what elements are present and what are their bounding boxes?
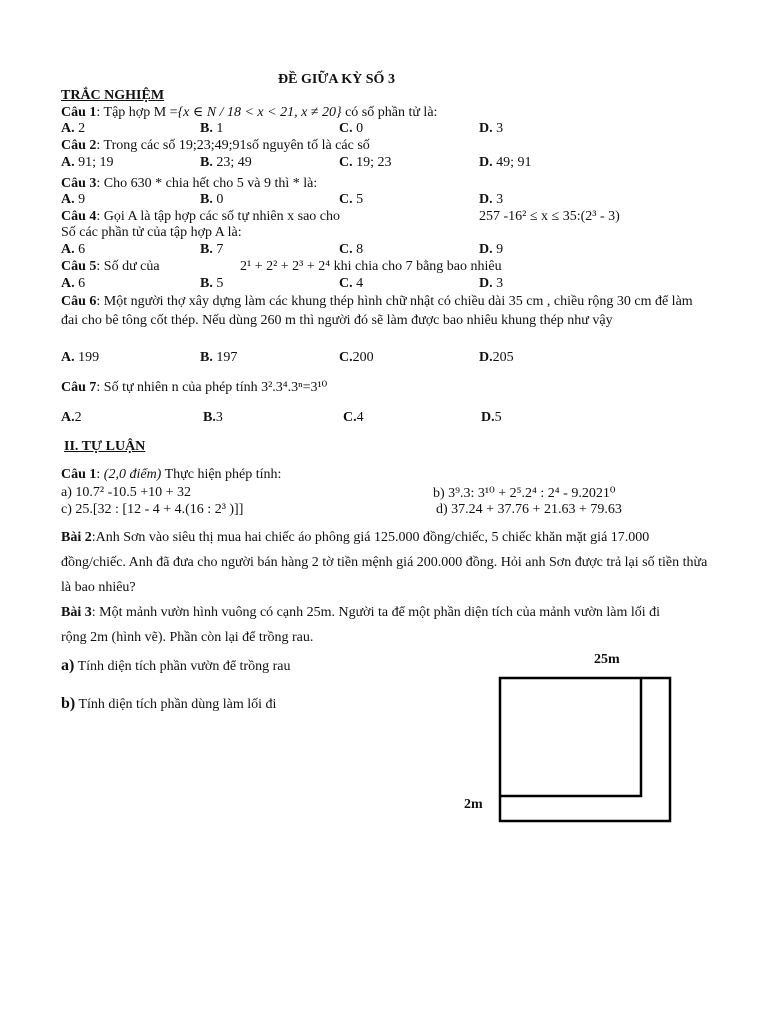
- option-c: C. 5: [339, 192, 364, 207]
- question-7: Câu 7: Số tự nhiên n của phép tính 3².3⁴.3ⁿ=3¹⁰: [61, 380, 328, 395]
- essay-1d: d) 37.24 + 37.76 + 21.63 + 79.63: [436, 502, 622, 517]
- section-heading-essay: II. TỰ LUẬN: [64, 439, 146, 454]
- question-tail: có số phần tử là:: [341, 105, 438, 120]
- question-4-condition: 257 -16² ≤ x ≤ 35:(2³ - 3): [479, 209, 620, 224]
- option-c: C. 0: [339, 121, 364, 136]
- option-a: A. 9: [61, 192, 86, 207]
- problem-3b: b) Tính diện tích phần dùng làm lối đi: [61, 695, 277, 712]
- page-title: ĐỀ GIỮA KỲ SỐ 3: [278, 72, 395, 87]
- problem-2: Bài 2:Anh Sơn vào siêu thị mua hai chiếc áo phông giá 125.000 đồng/chiếc, 5 chiếc khăn mặt giá 17.000 đồng/chiếc. Anh đã đưa cho người bán hàng 2 tờ tiền mệnh giá 200.000 đồng. Hỏi anh Sơn được trả lại số tiền thừa là bao nhiêu?: [61, 530, 708, 595]
- question-2: Câu 2: Trong các số 19;23;49;91số nguyên tố là các số: [61, 138, 370, 153]
- question-6: Câu 6: Một người thợ xây dựng làm các khung thép hình chữ nhật có chiều dài 35 cm , chiều rộng 30 cm để làm đai cho bê tông cốt thép. Nếu dùng 260 m thì người đó sẽ làm được bao nhiêu khung thép như vậy: [61, 294, 693, 328]
- option-d: D. 9: [479, 242, 504, 257]
- diagram-label-path-width: 2m: [464, 797, 483, 812]
- question-text: : Tập hợp M =: [96, 105, 178, 120]
- problem-3: Bài 3: Một mảnh vườn hình vuông có cạnh 25m. Người ta để một phần diện tích của mảnh vườn làm lối đi rộng 2m (hình vẽ). Phần còn lại để trồng rau.: [61, 605, 661, 645]
- option-d: D. 49; 91: [479, 155, 532, 170]
- option-d: D. 3: [479, 276, 504, 291]
- option-b: B.3: [203, 410, 223, 425]
- option-d: D.5: [481, 410, 502, 425]
- option-b: B. 0: [200, 192, 224, 207]
- diagram-label-side-length: 25m: [594, 652, 620, 667]
- problem-3a: a) Tính diện tích phần vườn để trồng rau: [61, 657, 291, 674]
- option-b: B. 23; 49: [200, 155, 252, 170]
- option-b: B. 5: [200, 276, 224, 291]
- option-c: C. 8: [339, 242, 364, 257]
- option-b: B. 7: [200, 242, 224, 257]
- option-a: A. 6: [61, 276, 86, 291]
- option-a: A. 2: [61, 121, 86, 136]
- option-c: C. 19; 23: [339, 155, 392, 170]
- question-1: [61, 104, 437, 121]
- essay-1b: b) 3⁹.3: 3¹⁰ + 2⁵.2⁴ : 2⁴ - 9.2021⁰: [433, 486, 616, 501]
- question-label: Câu 1: [61, 105, 97, 120]
- question-3: Câu 3: Cho 630 * chia hết cho 5 và 9 thì * là:: [61, 176, 318, 191]
- option-a: A. 91; 19: [61, 155, 114, 170]
- option-a: A. 199: [61, 350, 100, 365]
- option-c: C.4: [343, 410, 364, 425]
- option-c: C.200: [339, 350, 374, 365]
- option-d: D.205: [479, 350, 514, 365]
- option-a: A.2: [61, 410, 82, 425]
- garden-outer-square: [500, 678, 670, 821]
- section-heading-multiple-choice: TRẮC NGHIỆM: [61, 88, 165, 103]
- option-d: D. 3: [479, 192, 504, 207]
- option-a: A. 6: [61, 242, 86, 257]
- essay-1c: c) 25.[32 : [12 - 4 + 4.(16 : 2³ )]]: [61, 502, 244, 517]
- question-4-line2: Số các phần tử của tập hợp A là:: [61, 225, 242, 240]
- question-5: Câu 5: Số dư của: [61, 259, 160, 274]
- garden-inner-boundary: [500, 678, 641, 796]
- essay-1a: a) 10.7² -10.5 +10 + 32: [61, 485, 192, 500]
- essay-question-1: Câu 1: (2,0 điểm) Thực hiện phép tính:: [61, 467, 282, 482]
- set-notation: {x ∈ N / 18 < x < 21, x ≠ 20}: [177, 105, 342, 120]
- question-5-expression: 2¹ + 2² + 2³ + 2⁴ khi chia cho 7 bằng bao nhiêu: [240, 259, 502, 274]
- option-b: B. 197: [200, 350, 238, 365]
- option-c: C. 4: [339, 276, 364, 291]
- question-4: Câu 4: Gọi A là tập hợp các số tự nhiên x sao cho: [61, 209, 341, 224]
- option-b: B. 1: [200, 121, 224, 136]
- garden-diagram: [495, 676, 675, 826]
- option-d: D. 3: [479, 121, 504, 136]
